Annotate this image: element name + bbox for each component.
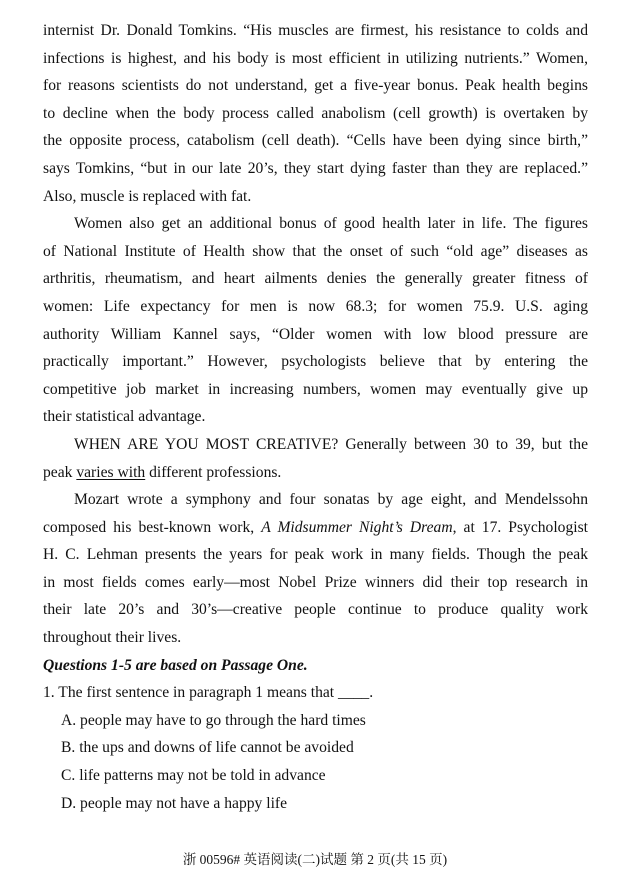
- question-stem: 1. The first sentence in paragraph 1 means that ____.: [43, 684, 374, 702]
- page-footer: 浙 00596# 英语阅读(二)试题 第 2 页(共 15 页): [182, 852, 448, 867]
- questions-section: [43, 652, 588, 818]
- text-line: in most fields comes early—most Nobel Prize winners did their top research in: [43, 573, 588, 591]
- text-line: to decline when the body process called anabolism (cell growth) is overtaken by: [43, 104, 588, 122]
- text-line: authority William Kannel says, “Older women with low blood pressure are: [43, 325, 588, 343]
- text-line: competitive job market in increasing numbers, women may eventually give up: [43, 380, 588, 398]
- passage-paragraph-creative: [43, 431, 588, 486]
- text-line: throughout their lives.: [43, 629, 182, 647]
- text-line: Women also get an additional bonus of good health later in life. The figures: [74, 215, 588, 233]
- underlined-phrase: varies with: [76, 463, 146, 481]
- text-line: their statistical advantage.: [43, 408, 206, 426]
- text-run: , at 17. Psychologist: [452, 518, 588, 536]
- text-line: arthritis, rheumatism, and heart ailments denies the generally greater fitness of: [43, 270, 588, 288]
- italic-title: A Midsummer Night’s Dream: [261, 518, 453, 536]
- option-b: B. the ups and downs of life cannot be avoided: [61, 739, 354, 757]
- text-line: practically important.” However, psychologists believe that by entering the: [43, 353, 588, 371]
- text-line: for reasons scientists do not understand, get a five-year bonus. Peak health begins: [43, 77, 588, 95]
- text-run: composed his best-known work,: [43, 518, 262, 536]
- passage-paragraph-mozart: [43, 486, 588, 652]
- text-line: Mozart wrote a symphony and four sonatas by age eight, and Mendelssohn: [74, 491, 588, 509]
- text-line: of National Institute of Health show that the onset of such “old age” diseases as: [43, 242, 588, 260]
- text-line: says Tomkins, “but in our late 20’s, they start dying faster than they are replaced.”: [43, 159, 588, 177]
- text-line: Also, muscle is replaced with fat.: [43, 187, 252, 205]
- text-run: different professions.: [145, 463, 282, 481]
- text-line: [43, 459, 588, 487]
- option-d: D. people may not have a happy life: [61, 794, 288, 812]
- text-line: internist Dr. Donald Tomkins. “His muscles are firmest, his resistance to colds and: [43, 22, 588, 39]
- exam-page: [43, 17, 588, 817]
- text-line: WHEN ARE YOU MOST CREATIVE? Generally between 30 to 39, but the: [74, 435, 588, 453]
- text-line: infections is highest, and his body is most efficient in utilizing nutrients.” Women,: [43, 49, 588, 67]
- passage-paragraph-women-health: [43, 210, 588, 431]
- text-line: H. C. Lehman presents the years for peak work in many fields. Though the peak: [43, 546, 588, 564]
- questions-heading: Questions 1-5 are based on Passage One.: [43, 656, 308, 674]
- text-run: peak: [43, 463, 77, 481]
- option-c: C. life patterns may not be told in advance: [61, 767, 326, 785]
- option-a: A. people may have to go through the hard times: [61, 711, 366, 729]
- text-line: [43, 514, 588, 542]
- text-line: their late 20’s and 30’s—creative people continue to produce quality work: [43, 601, 588, 619]
- text-line: the opposite process, catabolism (cell death). “Cells have been dying since birth,”: [43, 132, 588, 150]
- passage-paragraph-1-continued: [43, 17, 588, 210]
- text-line: women: Life expectancy for men is now 68.3; for women 75.9. U.S. aging: [43, 297, 588, 315]
